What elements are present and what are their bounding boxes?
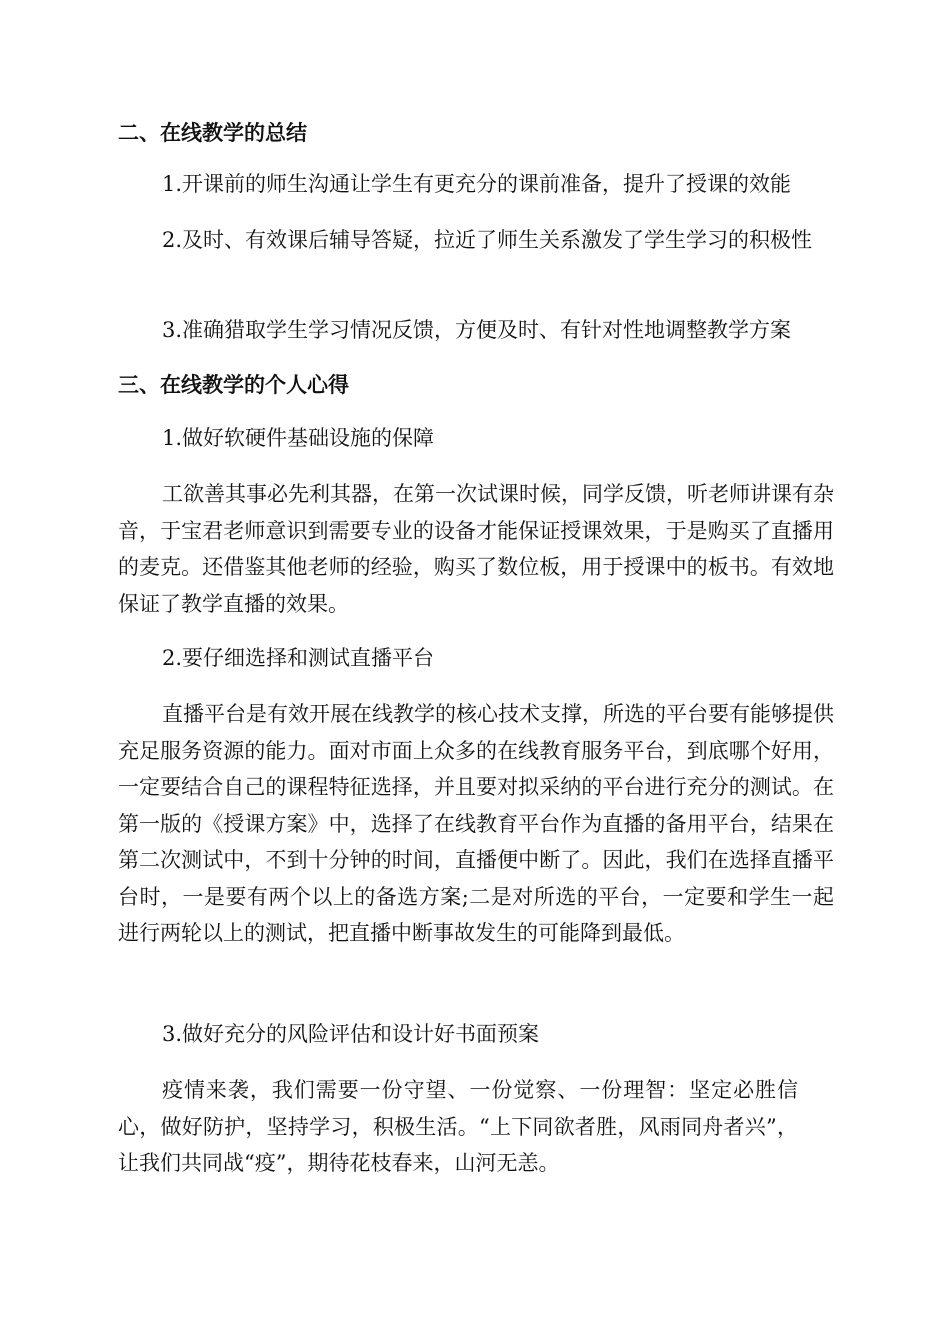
paragraph-closing: 疫情来袭，我们需要一份守望、一份觉察、一份理智：坚定必胜信心，做好防护，坚持学习，积极生活。“上下同欲者胜，风雨同舟者兴”，让我们共同战“疫”，期待花枝春来，山河无恙。: [118, 1078, 798, 1175]
subheading-platform: 2.要仔细选择和测试直播平台: [162, 646, 435, 670]
section-heading-experience: 三、在线教学的个人心得: [118, 373, 349, 397]
paragraph-platform: 直播平台是有效开展在线教学的核心技术支撑，所选的平台要有能够提供充足服务资源的能力。面对市面上众多的在线教育服务平台，到底哪个好用，一定要结合自己的课程特征选择，并且要对拟采纳的平台进行充分的测试。在第一版的《授课方案》中，选择了在线教育平台作为直播的备用平台，结果在第二次测试中，不到十分钟的时间，直播便中断了。因此，我们在选择直播平台时，一是要有两个以上的备选方案;二是对所选的平台，一定要和学生一起进行两轮以上的测试，把直播中断事故发生的可能降到最低。: [118, 702, 834, 945]
summary-item-3: 3.准确猎取学生学习情况反馈，方便及时、有针对性地调整教学方案: [162, 318, 792, 342]
subheading-risk: 3.做好充分的风险评估和设计好书面预案: [162, 1022, 540, 1046]
summary-item-2: 2.及时、有效课后辅导答疑，拉近了师生关系激发了学生学习的积极性: [162, 228, 813, 252]
subheading-hardware: 1.做好软硬件基础设施的保障: [162, 426, 435, 450]
summary-item-1: 1.开课前的师生沟通让学生有更充分的课前准备，提升了授课的效能: [162, 172, 792, 196]
paragraph-hardware: 工欲善其事必先利其器，在第一次试课时候，同学反馈，听老师讲课有杂音，于宝君老师意识到需要专业的设备才能保证授课效果，于是购买了直播用的麦克。还借鉴其他老师的经验，购买了数位板，用于授课中的板书。有效地保证了教学直播的效果。: [118, 482, 834, 616]
section-heading-summary: 二、在线教学的总结: [118, 121, 307, 145]
